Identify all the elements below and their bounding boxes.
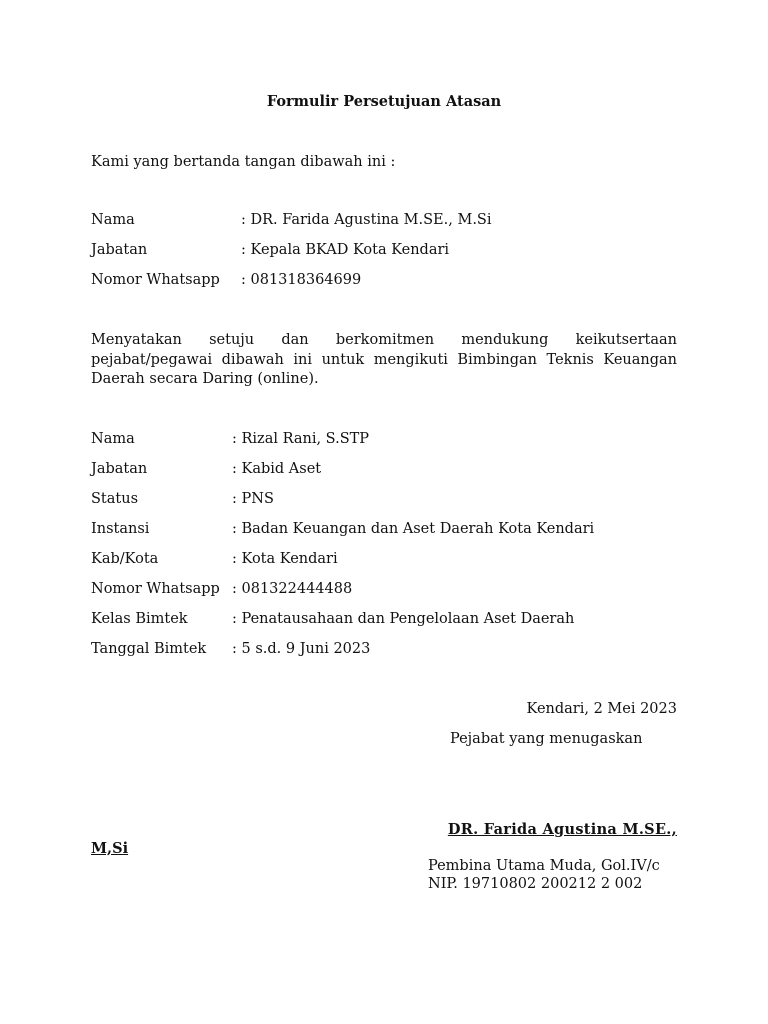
participant-value: : Badan Keuangan dan Aset Daerah Kota Kendari xyxy=(232,521,595,537)
signer-value: : DR. Farida Agustina M.SE., M.Si xyxy=(241,212,492,228)
signer-name-bold: DR. Farida Agustina M.SE., xyxy=(447,821,677,838)
signer-label: Nomor Whatsapp xyxy=(91,272,220,288)
participant-label: Nomor Whatsapp xyxy=(91,581,220,597)
participant-value: : Kabid Aset xyxy=(232,461,322,477)
statement-line: Menyatakan setuju dan berkomitmen mendukung keikutsertaan xyxy=(91,332,677,348)
document-title: Formulir Persetujuan Atasan xyxy=(266,93,502,110)
signer-nip: NIP. 19710802 200212 2 002 xyxy=(428,876,643,892)
participant-value: : Rizal Rani, S.STP xyxy=(232,431,370,447)
participant-value: : 081322444488 xyxy=(232,581,353,597)
statement-line: pejabat/pegawai dibawah ini untuk mengikuti Bimbingan Teknis Keuangan xyxy=(91,351,677,368)
participant-value: : Penatausahaan dan Pengelolaan Aset Daerah xyxy=(232,611,575,627)
participant-value: : PNS xyxy=(232,491,274,507)
place-date: Kendari, 2 Mei 2023 xyxy=(526,701,677,717)
participant-label: Kelas Bimtek xyxy=(91,611,188,627)
signer-label: Jabatan xyxy=(91,242,148,258)
intro-text: Kami yang bertanda tangan dibawah ini : xyxy=(91,154,396,170)
statement-line: Daerah secara Daring (online). xyxy=(91,371,319,387)
signer-value: : 081318364699 xyxy=(241,272,362,288)
participant-label: Nama xyxy=(91,431,135,447)
participant-value: : Kota Kendari xyxy=(232,551,338,567)
signer-label: Nama xyxy=(91,212,135,228)
participant-label: Instansi xyxy=(91,521,150,537)
participant-label: Status xyxy=(91,491,139,507)
statement-paragraph xyxy=(91,331,677,390)
signer-role: Pejabat yang menugaskan xyxy=(450,731,643,747)
signer-name-bold-continued: M,Si xyxy=(91,840,129,857)
signer-rank: Pembina Utama Muda, Gol.IV/c xyxy=(428,858,660,874)
participant-label: Tanggal Bimtek xyxy=(91,641,207,657)
participant-label: Jabatan xyxy=(91,461,148,477)
participant-value: : 5 s.d. 9 Juni 2023 xyxy=(232,641,371,657)
signer-value: : Kepala BKAD Kota Kendari xyxy=(241,242,450,258)
participant-label: Kab/Kota xyxy=(91,551,159,567)
